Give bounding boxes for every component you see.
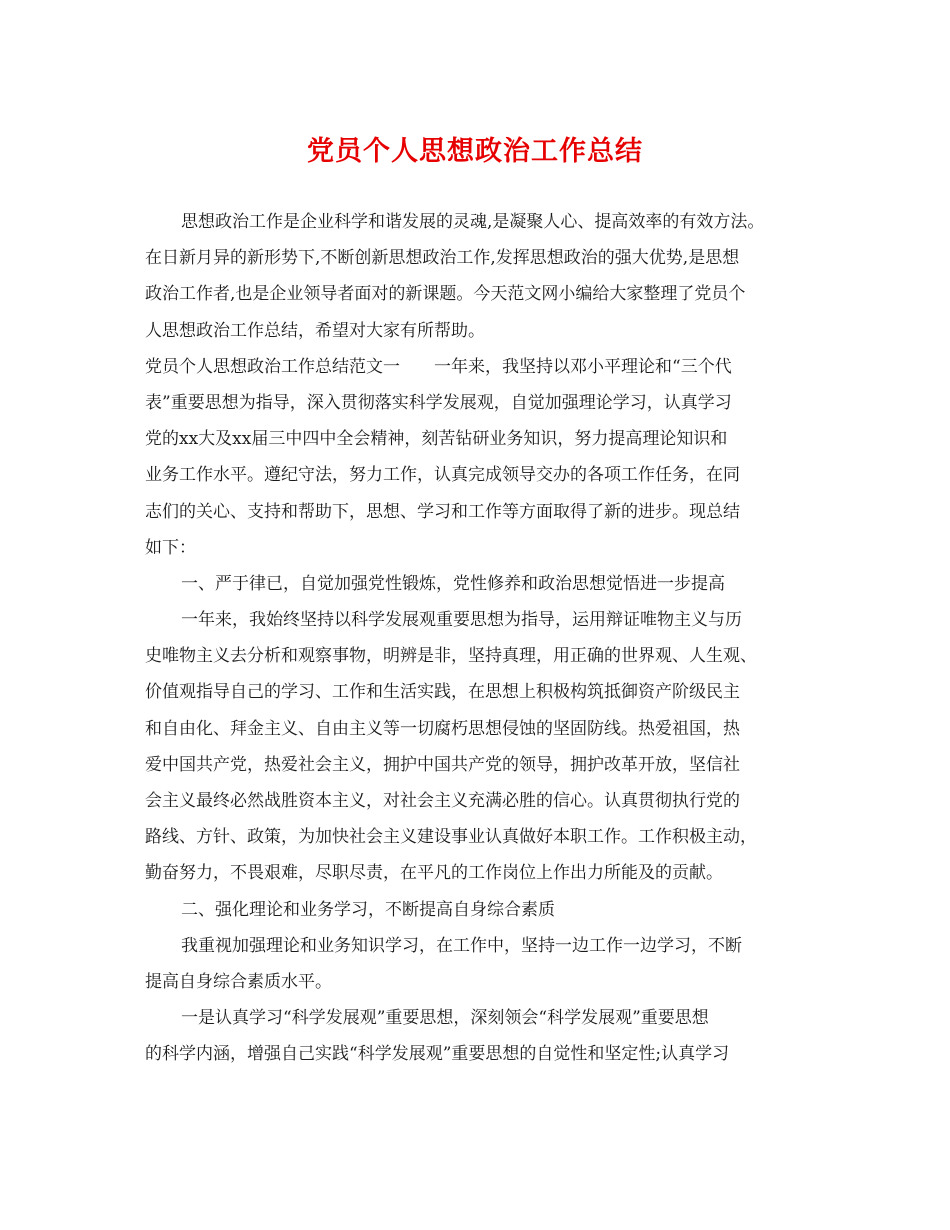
- text-line: 和自由化、拜金主义、自由主义等一切腐朽思想侵蚀的坚固防线。热爱祖国，热: [145, 718, 740, 739]
- text-line: 人思想政治工作总结，希望对大家有所帮助。: [145, 320, 485, 341]
- text-line: 一年来，我始终坚持以科学发展观重要思想为指导，运用辩证唯物主义与历: [181, 610, 742, 631]
- text-line: 一是认真学习“科学发展观”重要思想，深刻领会“科学发展观”重要思想: [181, 1008, 709, 1029]
- text-line: 如下：: [145, 537, 196, 558]
- text-line: 勤奋努力，不畏艰难，尽职尽责，在平凡的工作岗位上作出力所能及的贡献。: [145, 863, 723, 884]
- text-line: 党的xx大及xx届三中四中全会精神，刻苦钻研业务知识，努力提高理论知识和: [145, 429, 728, 450]
- text-line: 二、强化理论和业务学习，不断提高自身综合素质: [181, 899, 555, 920]
- text-line: 党员个人思想政治工作总结范文一 一年来，我坚持以邓小平理论和“三个代: [145, 356, 732, 377]
- text-line: 我重视加强理论和业务知识学习，在工作中，坚持一边工作一边学习，不断: [181, 935, 742, 956]
- text-line: 会主义最终必然战胜资本主义，对社会主义充满必胜的信心。认真贯彻执行党的: [145, 791, 740, 811]
- text-line: 思想政治工作是企业科学和谐发展的灵魂,是凝聚人心、提高效率的有效方法。: [181, 212, 765, 232]
- text-line: 史唯物主义去分析和观察事物，明辨是非，坚持真理，用正确的世界观、人生观、: [145, 646, 757, 667]
- document-body: [145, 204, 815, 1073]
- document-title: 党员个人思想政治工作总结: [307, 136, 643, 167]
- text-line: 提高自身综合素质水平。: [145, 971, 332, 992]
- text-line: 志们的关心、支持和帮助下，思想、学习和工作等方面取得了新的进步。现总结: [145, 501, 740, 522]
- text-line: 政治工作者,也是企业领导者面对的新课题。今天范文网小编给大家整理了党员个: [145, 284, 746, 305]
- text-line: 业务工作水平。遵纪守法，努力工作，认真完成领导交办的各项工作任务，在同: [145, 465, 740, 486]
- text-line: 爱中国共产党，热爱社会主义，拥护中国共产党的领导，拥护改革开放，坚信社: [145, 754, 740, 775]
- text-line: 表”重要思想为指导，深入贯彻落实科学发展观，自觉加强理论学习，认真学习: [145, 392, 732, 413]
- text-line: 价值观指导自己的学习、工作和生活实践，在思想上积极构筑抵御资产阶级民主: [145, 682, 740, 703]
- text-line: 一、严于律已，自觉加强党性锻炼，党性修养和政治思想觉悟进一步提高: [181, 573, 725, 594]
- text-line: 的科学内涵，增强自己实践“科学发展观”重要思想的自觉性和坚定性;认真学习: [145, 1044, 730, 1065]
- text-line: 路线、方针、政策，为加快社会主义建设事业认真做好本职工作。工作积极主动，: [145, 827, 757, 848]
- text-line: 在日新月异的新形势下,不断创新思想政治工作,发挥思想政治的强大优势,是思想: [145, 248, 740, 269]
